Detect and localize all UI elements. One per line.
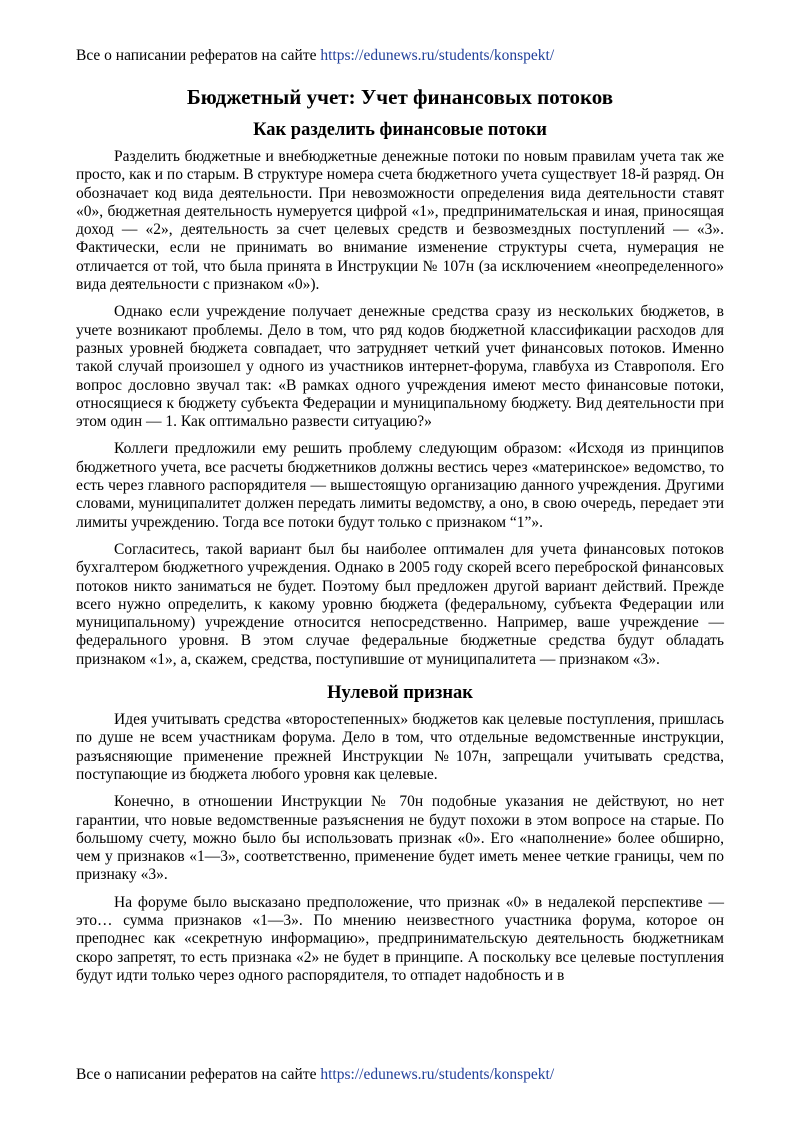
paragraph: Идея учитывать средства «второстепенных» бюджетов как целевые поступления, пришлась по душе не всем участникам форума. Дело в том, что отдельные ведомственные инструкции, разъясняющие применение прежней Инструкции №107н, запрещали учитывать средства, поступающие из бюджета любого уровня как целевые.	[76, 711, 724, 783]
paragraph: Однако если учреждение получает денежные средства сразу из нескольких бюджетов, в учете возникают проблемы. Дело в том, что ряд кодов бюджетной классификации расходов для разных уровней бюджета совпадает, что затрудняет четкий учет финансовых потоков. Именно такой случай произошел у одного из участников интернет-форума, главбуха из Ставрополя. Его вопрос дословно звучал так: «В рамках одного учреждения имеют место финансовые потоки, относящиеся к бюджету субъекта Федерации и муниципальному бюджету. Вид деятельности при этом один — 1. Как оптимально развести ситуацию?»	[76, 303, 724, 431]
header-site-link[interactable]: https://edunews.ru/students/konspekt/	[320, 47, 555, 64]
header-text: Все о написании рефератов на сайте	[76, 47, 321, 64]
page-header	[76, 46, 554, 66]
footer-site-link[interactable]: https://edunews.ru/students/konspekt/	[320, 1066, 555, 1083]
paragraph: Разделить бюджетные и внебюджетные денежные потоки по новым правилам учета так же просто, как и по старым. В структуре номера счета бюджетного учета существует 18-й разряд. Он обозначает код вида деятельности. При невозможности определения вида деятельности ставят «0», бюджетная деятельность нумеруется цифрой «1», предпринимательская и иная, приносящая доход — «2», деятельность за счет целевых средств и безвозмездных поступлений — «3». Фактически, если не принимать во внимание изменение структуры счета, нумерация не отличается от той, что была принята в Инструкции № 107н (за исключением «неопределенного» вида деятельности с признаком «0»).	[76, 148, 724, 294]
document-body	[76, 84, 724, 994]
paragraph: Конечно, в отношении Инструкции № 70н подобные указания не действуют, но нет гарантии, что новые ведомственные разъяснения не будут похожи в этом вопросе на старые. По большому счету, можно было бы использовать признак «0». Его «наполнение» более обширно, чем у признаков «1—3», соответственно, применение будет иметь менее четкие границы, чем по признаку «3».	[76, 793, 724, 884]
paragraph: Согласитесь, такой вариант был бы наиболее оптимален для учета финансовых потоков бухгалтером бюджетного учреждения. Однако в 2005 году скорей всего переброской финансовых потоков никто заниматься не будет. Поэтому был предложен другой вариант действий. Прежде всего нужно определить, к какому уровню бюджета (федеральному, субъекта Федерации или муниципальному) учреждение относится непосредственно. Например, ваше учреждение — федерального уровня. В этом случае федеральные бюджетные средства будут обладать признаком «1», а, скажем, средства, поступившие от муниципалитета — признаком «3».	[76, 540, 724, 668]
footer-text: Все о написании рефератов на сайте	[76, 1066, 321, 1083]
paragraph: Коллеги предложили ему решить проблему следующим образом: «Исходя из принципов бюджетного учета, все расчеты бюджетников должны вестись через «материнское» ведомство, то есть через главного распорядителя — вышестоящую организацию данного учреждения. Другими словами, муниципалитет должен передать лимиты ведомству, а оно, в свою очередь, передает эти лимиты учреждению. Тогда все потоки будут только с признаком “1”».	[76, 440, 724, 531]
page-footer	[76, 1065, 554, 1085]
document-title: Бюджетный учет: Учет финансовых потоков	[186, 85, 614, 109]
document-subtitle: Как разделить финансовые потоки	[253, 120, 547, 140]
section-heading: Нулевой признак	[327, 683, 473, 704]
paragraph: На форуме было высказано предположение, что признак «0» в недалекой перспективе — это… сумма признаков «1—3». По мнению неизвестного участника форума, которое он преподнес как «секретную информацию», предпринимательскую деятельность бюджетникам скоро запретят, то есть признака «2» не будет в принципе. А поскольку все целевые поступления будут идти только через одного распорядителя, то отпадет надобность и в	[76, 893, 724, 984]
